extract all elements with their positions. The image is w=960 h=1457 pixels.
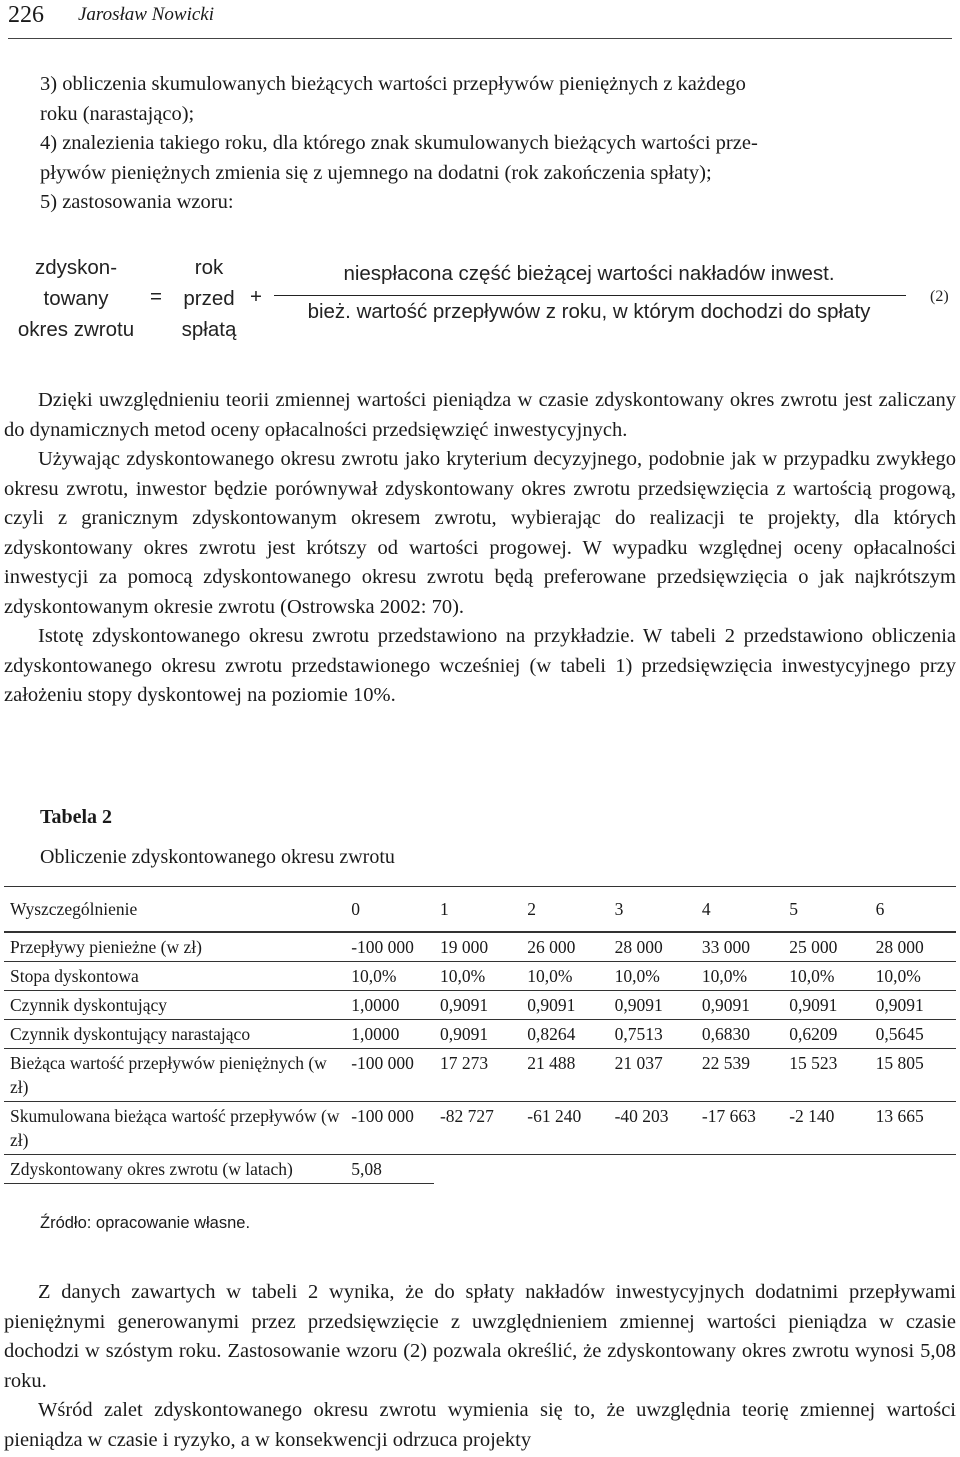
table-label: Tabela 2 <box>40 806 113 828</box>
table-header-cell: 0 <box>351 899 360 919</box>
list-item: 3) obliczenia skumulowanych bieżących wartości przepływów pieniężnych z każdego roku (narastająco); <box>40 73 746 125</box>
discounted-payback-table <box>4 886 956 1184</box>
body-paragraphs-bottom <box>4 1278 956 1455</box>
table-row: Czynnik dyskontujący narastająco 1,0000 0,9091 0,8264 0,7513 0,6830 0,6209 0,5645 <box>4 1020 956 1049</box>
body-paragraphs-top <box>4 386 956 711</box>
running-header <box>8 0 952 39</box>
table-header-cell: 4 <box>701 899 711 919</box>
table-header-cell: 3 <box>614 899 624 919</box>
table-row-result: Zdyskontowany okres zwrotu (w latach) 5,08 <box>4 1155 956 1184</box>
table-header-cell: 5 <box>789 899 798 919</box>
paragraph: Istotę zdyskontowanego okresu zwrotu przedstawiono na przykładzie. W tabeli 2 przedstawiono obliczenia zdyskontowanego okresu zwrotu przedstawionego wcześniej (w tabeli 1) przedsięwzięcia inwestycyjnego przy założeniu stopy dyskontowej na poziomie 10%. <box>4 625 956 706</box>
formula-2 <box>0 250 960 350</box>
table-row: Stopa dyskontowa 10,0% 10,0% 10,0% 10,0% 10,0% 10,0% 10,0% <box>4 962 956 991</box>
table-header-cell: Wyszczególnienie <box>10 899 138 919</box>
table-title: Obliczenie zdyskontowanego okresu zwrotu <box>40 846 395 868</box>
table-row: Skumulowana bieżąca wartość przepływów (w zł) -100 000 -82 727 -61 240 -40 203 -17 663 -2 140 13 665 <box>4 1102 956 1155</box>
paragraph: Z danych zawartych w tabeli 2 wynika, że do spłaty nakładów inwestycyjnych dodatnimi przepływami pieniężnymi generowanymi przez przedsięwzięcie z uwzględnieniem zmiennej wartości pieniądza w czasie dochodzi w szóstym roku. Zastosowanie wzoru (2) pozwala określić, że zdyskontowany okres zwrotu wynosi 5,08 roku. <box>4 1281 956 1392</box>
list-item: 5) zastosowania wzoru: <box>40 191 234 213</box>
paragraph: Wśród zalet zdyskontowanego okresu zwrotu wymienia się to, że uwzględnia teorię zmiennej wartości pieniądza w czasie i ryzyko, a w konsekwencji odrzuca projekty <box>4 1399 956 1451</box>
table-row: Czynnik dyskontujący 1,0000 0,9091 0,9091 0,9091 0,9091 0,9091 0,9091 <box>4 991 956 1020</box>
table-row: Bieżąca wartość przepływów pieniężnych (w zł) -100 000 17 273 21 488 21 037 22 539 15 523 15 805 <box>4 1049 956 1102</box>
formula-denominator: bież. wartość przepływów z roku, w którym dochodzi do spłaty <box>307 300 871 323</box>
table-header-cell: 1 <box>439 899 449 919</box>
plus-sign: + <box>250 285 262 308</box>
table-header-cell: 6 <box>875 899 885 919</box>
table-header-row <box>4 887 956 933</box>
formula-lhs: zdyskon- towany okres zwrotu <box>17 256 135 341</box>
paragraph: Dzięki uwzględnieniu teorii zmiennej wartości pieniądza w czasie zdyskontowany okres zwrotu jest zaliczany do dynamicznych metod oceny opłacalności przedsięwzięć inwestycyjnych. <box>4 389 956 441</box>
table-header-cell: 2 <box>527 899 537 919</box>
page-number: 226 <box>8 2 44 28</box>
fraction-bar <box>274 295 906 296</box>
equals-sign: = <box>150 285 162 308</box>
formula-numerator: niespłacona część bieżącej wartości nakładów inwest. <box>343 262 835 285</box>
method-steps-list <box>40 70 956 218</box>
paragraph: Używając zdyskontowanego okresu zwrotu jako kryterium decyzyjnego, podobnie jak w przypadku zwykłego okresu zwrotu, inwestor będzie porównywał zdyskontowany okres zwrotu przedsięwzięcia z wartością progową, czyli z granicznym zdyskontowanym okresem zwrotu, wybierając do realizacji te projekty, dla których zdyskontowany okres zwrotu jest krótszy od wartości progowej. W wypadku względnej oceny opłacalności inwestycji za pomocą zdyskontowanego okresu zwrotu będą preferowane przedsięwzięcia o jak najkrótszym zdyskontowanym okresie zwrotu (Ostrowska 2002: 70). <box>4 448 956 618</box>
table-row: Przepływy pienieżne (w zł) -100 000 19 000 26 000 28 000 33 000 25 000 28 000 <box>4 932 956 962</box>
table-source-note: Źródło: opracowanie własne. <box>40 1214 251 1232</box>
equation-number: (2) <box>930 288 949 305</box>
running-head-author: Jarosław Nowicki <box>78 4 214 25</box>
list-item: 4) znalezienia takiego roku, dla którego znak skumulowanych bieżących wartości prze- pływów pieniężnych zmienia się z ujemnego na dodatni (rok zakończenia spłaty); <box>40 132 758 184</box>
formula-year-before-payback: rok przed spłatą <box>181 256 237 341</box>
